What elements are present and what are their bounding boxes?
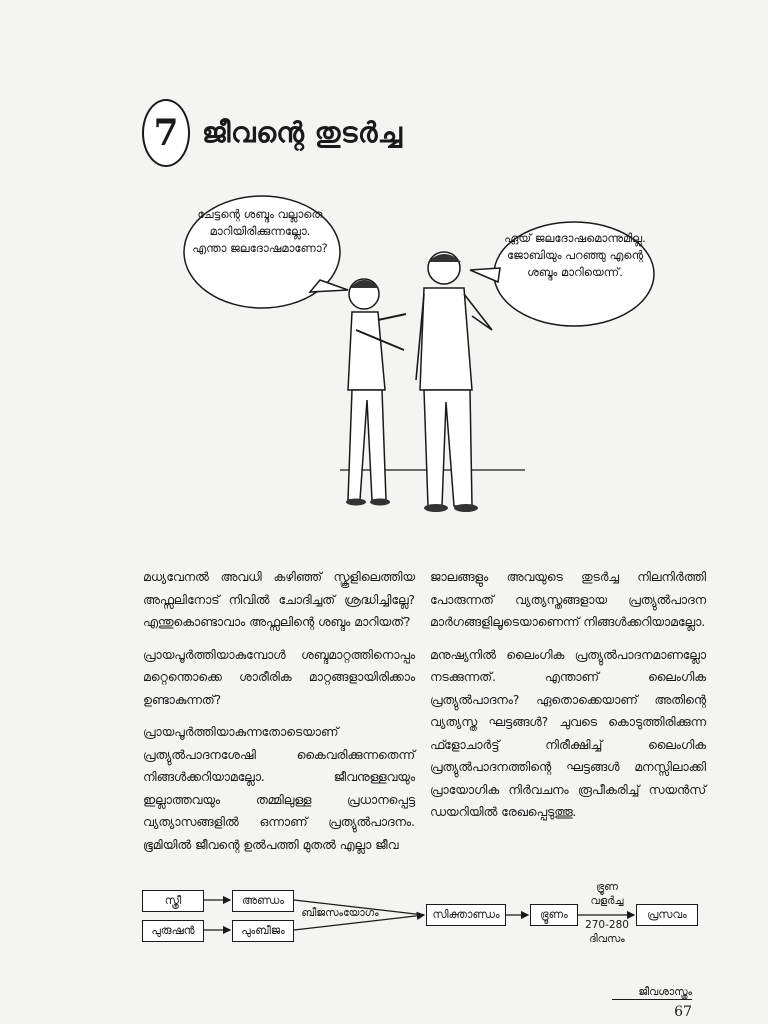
box-female: സ്ത്രീ (142, 890, 204, 912)
page-number: 67 (674, 1004, 692, 1020)
text-column-left (143, 566, 415, 866)
speech-bubble-left: ചേട്ടന്റെ ശബ്ദം വല്ലാതെ മാറിയിരിക്കുന്നല്ലോ. എന്താ ജലദോഷമാണോ? (192, 207, 328, 255)
chapter-heading (142, 100, 402, 166)
label-fertilization: ബീജസംയോഗം (301, 907, 379, 919)
label-days: 270-280 ദിവസം (585, 919, 629, 945)
box-embryo: ഭ്രൂണം (530, 904, 578, 926)
label-embryo-growth: ഭ്രൂണ വളർച്ച (590, 881, 624, 907)
text-column-right (430, 566, 706, 834)
speech-bubble-right: ഏയ് ജലദോഷമൊന്നുമില്ല. ജോബിയും പറഞ്ഞു എന്റെ ശബ്ദം മാറിയെന്ന്. (504, 231, 646, 279)
box-zygote: സിക്താണ്ഡം (426, 904, 506, 926)
box-male: പുരുഷൻ (142, 920, 204, 942)
box-sperm: പുംബീജം (232, 920, 294, 942)
paragraph: ജാലങ്ങളും അവയുടെ തുടർച്ച നിലനിർത്തി പോരുന്നത് വ്യത്യസ്തങ്ങളായ പ്രത്യുൽപാദന മാർഗങ്ങളിലൂടെയാണെന്ന് നിങ്ങൾക്കറിയാമല്ലോ. (430, 570, 706, 629)
paragraph: മനുഷ്യനിൽ ലൈംഗിക പ്രത്യുൽപാദനമാണല്ലോ നടക്കുന്നത്. എന്താണ് ലൈംഗിക പ്രത്യുൽപാദനം? ഏതൊക്കെയാണ് അതിന്റെ വ്യത്യസ്ത ഘട്ടങ്ങൾ? ചുവടെ കൊടുത്തിരിക്കുന്ന ഫ്ളോചാർട്ട് നിരീക്ഷിച്ച് ലൈംഗിക പ്രത്യുൽപാദനത്തിന്റെ ഘട്ടങ്ങൾ മനസ്സിലാക്കി പ്രായോഗിക നിർവചനം രൂപീകരിച്ച് സയൻസ് ഡയറിയിൽ രേഖപ്പെടുത്തൂ. (430, 647, 706, 819)
footer-subject: ജീവശാസ്ത്രം (612, 986, 692, 1000)
paragraph: പ്രായപൂർത്തിയാകുന്നതോടെയാണ് പ്രത്യുൽപാദനശേഷി കൈവരിക്കുന്നതെന്ന് നിങ്ങൾക്കറിയാമല്ലോ. ജീവനുള്ളവയും ഇല്ലാത്തവയും തമ്മിലുള്ള പ്രധാനപ്പെട്ട വ്യത്യാസങ്ങളിൽ ഒന്നാണ് പ്രത്യുൽപാദനം. ഭൂമിയിൽ ജീവന്റെ ഉൽപത്തി മുതൽ എല്ലാ ജീവ (143, 725, 415, 852)
chapter-number: 7 (142, 99, 190, 167)
paragraph: മധ്യവേനൽ അവധി കഴിഞ്ഞ് സ്കൂളിലെത്തിയ അഫ്സലിനോട് നിവിൽ ചോദിച്ചത് ശ്രദ്ധിച്ചില്ലേ? എന്തുകൊണ്ടാവാം അഫ്സലിന്റെ ശബ്ദം മാറിയത്? (143, 570, 415, 629)
box-ovum: അണ്ഡം (232, 890, 294, 912)
paragraph: പ്രായപൂർത്തിയാകുമ്പോൾ ശബ്ദമാറ്റത്തിനൊപ്പം മറ്റെന്തൊക്കെ ശാരീരിക മാറ്റങ്ങളായിരിക്കാം ഉണ്ടാകുന്നത്? (143, 647, 415, 707)
reproduction-flowchart (140, 876, 700, 960)
chapter-title: ജീവന്റെ തുടർച്ച (202, 116, 403, 149)
illustration (180, 190, 680, 530)
box-birth: പ്രസവം (636, 904, 698, 926)
